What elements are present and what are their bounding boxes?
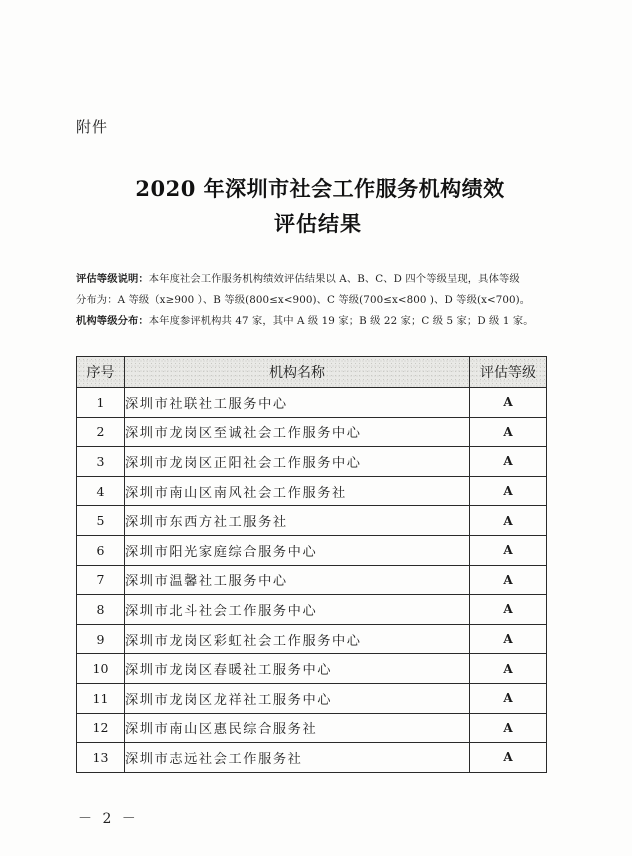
row-number: 1 [77, 388, 125, 418]
row-number: 12 [77, 713, 125, 743]
table-header-row [77, 357, 547, 388]
page-number: － 2 － [78, 811, 139, 827]
organization-name: 深圳市南山区惠民综合服务社 [125, 713, 470, 743]
evaluation-grade: A [470, 743, 547, 773]
table-row [77, 476, 547, 506]
evaluation-grade: A [470, 476, 547, 506]
row-number: 9 [77, 624, 125, 654]
organization-name: 深圳市东西方社工服务社 [125, 506, 470, 536]
organization-name: 深圳市龙岗区正阳社会工作服务中心 [125, 447, 470, 477]
results-table [76, 356, 547, 773]
evaluation-grade: A [470, 535, 547, 565]
organization-name: 深圳市温馨社工服务中心 [125, 565, 470, 595]
table-row [77, 447, 547, 477]
row-number: 4 [77, 476, 125, 506]
grade-ranges-note [76, 291, 530, 306]
organization-name: 深圳市志远社会工作服务社 [125, 743, 470, 773]
organization-name: 深圳市龙岗区春暖社工服务中心 [125, 654, 470, 684]
row-number: 8 [77, 595, 125, 625]
table-row [77, 713, 547, 743]
table-row [77, 417, 547, 447]
grade-distribution-note [76, 312, 534, 327]
grade-explanation-note [76, 270, 520, 285]
header-grade: 评估等级 [470, 357, 547, 388]
row-number: 6 [77, 535, 125, 565]
table-row [77, 506, 547, 536]
row-number: 7 [77, 565, 125, 595]
row-number: 13 [77, 743, 125, 773]
organization-name: 深圳市北斗社会工作服务中心 [125, 595, 470, 625]
evaluation-grade: A [470, 595, 547, 625]
document-title-line1: 2020 年深圳市社会工作服务机构绩效 [135, 176, 505, 201]
note-label: 机构等级分布： [76, 315, 149, 327]
row-number: 3 [77, 447, 125, 477]
row-number: 5 [77, 506, 125, 536]
evaluation-grade: A [470, 713, 547, 743]
table-row [77, 743, 547, 773]
evaluation-grade: A [470, 683, 547, 713]
row-number: 10 [77, 654, 125, 684]
table-row [77, 388, 547, 418]
organization-name: 深圳市龙岗区彩虹社会工作服务中心 [125, 624, 470, 654]
organization-name: 深圳市南山区南风社会工作服务社 [125, 476, 470, 506]
note-text: 本年度社会工作服务机构绩效评估结果以 A、B、C、D 四个等级呈现，具体等级 [148, 273, 520, 285]
row-number: 11 [77, 683, 125, 713]
header-name: 机构名称 [125, 357, 470, 388]
row-number: 2 [77, 417, 125, 447]
table-row [77, 654, 547, 684]
evaluation-grade: A [470, 624, 547, 654]
header-no: 序号 [77, 357, 125, 388]
table-body [77, 388, 547, 773]
evaluation-grade: A [470, 447, 547, 477]
note-text: 分布为：A 等级（x≥900 ）、B 等级(800≤x<900)、C 等级(700≤x<800 )、D 等级(x<700)。 [76, 294, 531, 306]
organization-name: 深圳市龙岗区龙祥社工服务中心 [125, 683, 470, 713]
table-row [77, 624, 547, 654]
evaluation-grade: A [470, 417, 547, 447]
organization-name: 深圳市龙岗区至诚社会工作服务中心 [125, 417, 470, 447]
table-row [77, 683, 547, 713]
evaluation-grade: A [470, 654, 547, 684]
table-row [77, 535, 547, 565]
note-label: 评估等级说明： [76, 273, 149, 285]
evaluation-grade: A [470, 506, 547, 536]
evaluation-grade: A [470, 388, 547, 418]
table-row [77, 565, 547, 595]
organization-name: 深圳市阳光家庭综合服务中心 [125, 535, 470, 565]
evaluation-grade: A [470, 565, 547, 595]
organization-name: 深圳市社联社工服务中心 [125, 388, 470, 418]
document-title-line2: 评估结果 [274, 211, 362, 236]
note-text: 本年度参评机构共 47 家，其中 A 级 19 家；B 级 22 家；C 级 5 家；D 级 1 家。 [148, 315, 534, 327]
table-row [77, 595, 547, 625]
attachment-label: 附件 [76, 118, 109, 136]
